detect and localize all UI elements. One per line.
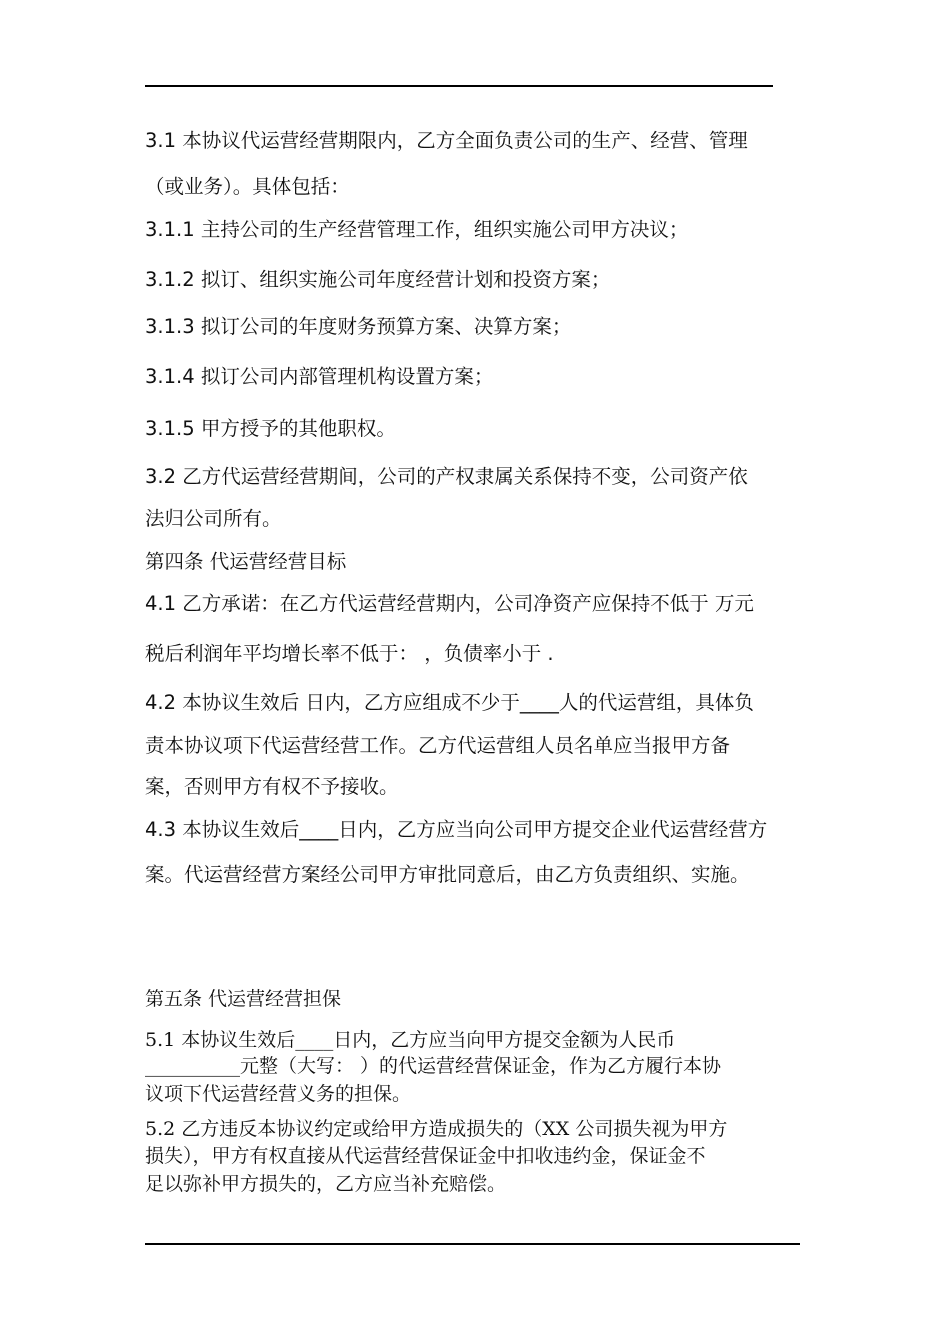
text-line: 3.1.5 甲方授予的其他职权。: [145, 417, 396, 440]
text-line: 案。代运营经营方案经公司甲方审批同意后，由乙方负责组织、实施。: [145, 863, 750, 886]
text-line: 第五条 代运营经营担保: [145, 988, 342, 1010]
text-line: 5.1 本协议生效后____日内，乙方应当向甲方提交金额为人民币: [145, 1029, 676, 1051]
text-line: 议项下代运营经营义务的担保。: [145, 1083, 412, 1105]
text-line: 法归公司所有。: [145, 507, 282, 530]
text-line: 3.1.4 拟订公司内部管理机构设置方案；: [145, 365, 494, 388]
text-line: 4.1 乙方承诺：在乙方代运营经营期内，公司净资产应保持不低于 万元: [145, 592, 754, 615]
text-line: 责本协议项下代运营经营工作。乙方代运营组人员名单应当报甲方备: [145, 734, 731, 757]
text-line: 4.2 本协议生效后 日内，乙方应组成不少于____人的代运营组，具体负: [145, 691, 754, 714]
text-line: 3.1.1 主持公司的生产经营管理工作，组织实施公司甲方决议；: [145, 218, 689, 241]
text-line: 4.3 本协议生效后____日内，乙方应当向公司甲方提交企业代运营经营方: [145, 818, 768, 841]
text-line: 税后利润年平均增长率不低于： ，负债率小于 .: [145, 642, 554, 665]
text-line: 3.1.2 拟订、组织实施公司年度经营计划和投资方案；: [145, 268, 611, 291]
text-line: 案，否则甲方有权不予接收。: [145, 775, 399, 798]
text-line: 足以弥补甲方损失的，乙方应当补充赔偿。: [145, 1173, 507, 1195]
text-line: 3.1 本协议代运营经营期限内，乙方全面负责公司的生产、经营、管理: [145, 129, 748, 152]
footer-rule: [145, 1243, 800, 1245]
text-line: __________元整（大写： ）的代运营经营保证金，作为乙方履行本协: [145, 1055, 722, 1077]
text-line: （或业务）。具体包括：: [145, 175, 350, 198]
text-line: 第四条 代运营经营目标: [145, 550, 347, 573]
text-line: 损失），甲方有权直接从代运营经营保证金中扣收违约金，保证金不: [145, 1145, 706, 1167]
text-line: 5.2 乙方违反本协议约定或给甲方造成损失的（XX 公司损失视为甲方: [145, 1118, 728, 1140]
text-line: 3.1.3 拟订公司的年度财务预算方案、决算方案；: [145, 315, 572, 338]
header-rule: [145, 85, 773, 87]
text-line: 3.2 乙方代运营经营期间，公司的产权隶属关系保持不变，公司资产依: [145, 465, 748, 488]
